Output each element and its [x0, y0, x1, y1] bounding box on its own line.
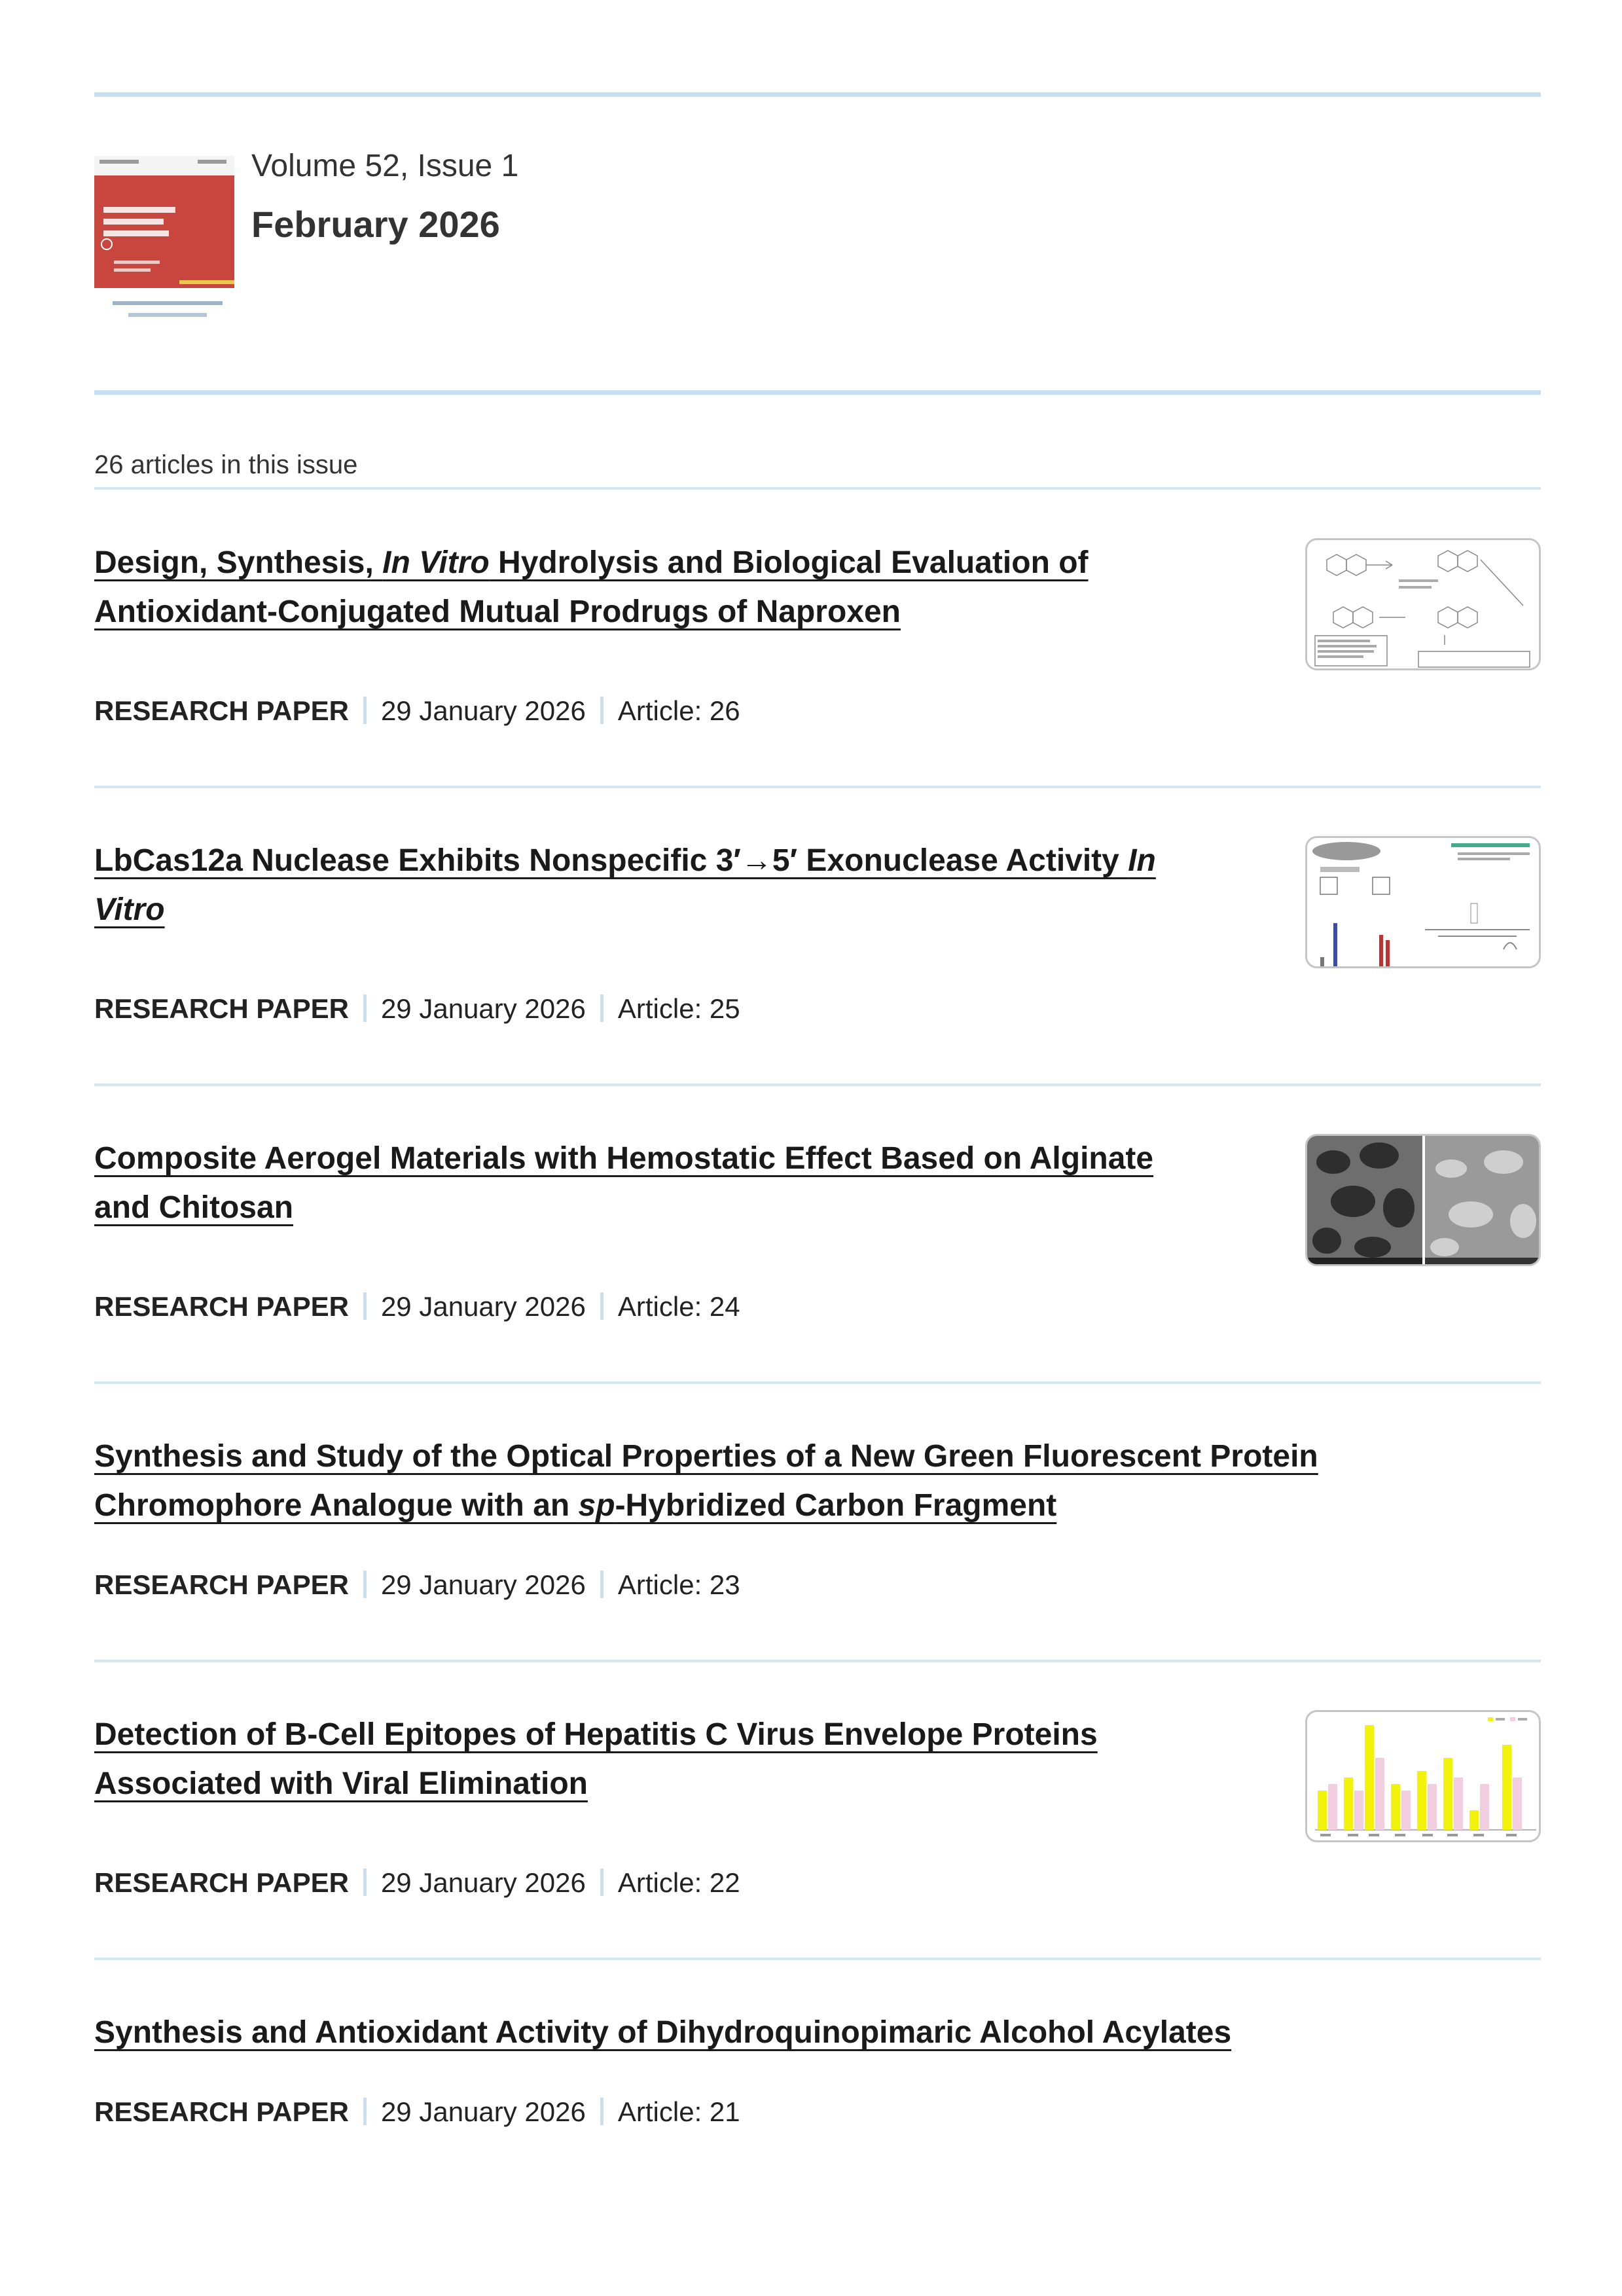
meta-separator [363, 2098, 367, 2125]
article-date: 29 January 2026 [380, 1569, 586, 1600]
article-meta [94, 695, 740, 727]
article-date: 29 January 2026 [380, 1291, 586, 1322]
divider [94, 1660, 1541, 1662]
article-date: 29 January 2026 [380, 1867, 586, 1898]
article-number: Article: 24 [617, 1291, 740, 1322]
article-title-link[interactable]: Detection of B-Cell Epitopes of Hepatitis C Virus Envelope Proteins Associated with Viral Elimination [94, 1717, 1098, 1801]
article-type: RESEARCH PAPER [94, 695, 349, 726]
article-meta [94, 1867, 740, 1899]
article-title-link[interactable]: Design, Synthesis, In Vitro Hydrolysis and Biological Evaluation of Antioxidant-Conjugated Mutual Prodrugs of Naproxen [94, 545, 1089, 629]
publisher-logo [113, 301, 223, 305]
article-date: 29 January 2026 [380, 2096, 586, 2127]
article-thumbnail[interactable] [1305, 1710, 1541, 1842]
article-title-text: Synthesis and Antioxidant Activity of Dihydroquinopimaric Alcohol Acylates [94, 2015, 1232, 2050]
divider [94, 1958, 1541, 1960]
meta-separator [600, 994, 604, 1022]
article-thumbnail[interactable] [1305, 836, 1541, 968]
meta-separator [600, 1571, 604, 1598]
issue-volume: Volume 52, Issue 1 [251, 149, 519, 183]
article-number: Article: 22 [617, 1867, 740, 1898]
article-type: RESEARCH PAPER [94, 1291, 349, 1322]
article-title-link[interactable] [94, 2008, 1541, 2057]
meta-separator [600, 697, 604, 724]
article-number: Article: 21 [617, 2096, 740, 2127]
article-number: Article: 25 [617, 993, 740, 1024]
journal-cover-image[interactable] [94, 156, 234, 333]
article-type: RESEARCH PAPER [94, 993, 349, 1024]
article-title-link[interactable]: Synthesis and Study of the Optical Properties of a New Green Fluorescent Protein Chromophore Analogue with an sp-Hybridized Carbon Fragment [94, 1439, 1318, 1523]
divider [94, 1084, 1541, 1086]
issue-date: February 2026 [251, 204, 500, 245]
meta-separator [363, 1868, 367, 1896]
divider [94, 786, 1541, 788]
meta-separator [600, 1868, 604, 1896]
article-type: RESEARCH PAPER [94, 1867, 349, 1898]
articles-count: 26 articles in this issue [94, 450, 358, 479]
article-date: 29 January 2026 [380, 695, 586, 726]
article-meta [94, 993, 740, 1025]
article-type: RESEARCH PAPER [94, 1569, 349, 1600]
article-title-link[interactable]: Composite Aerogel Materials with Hemostatic Effect Based on Alginate and Chitosan [94, 1141, 1154, 1225]
article-number: Article: 23 [617, 1569, 740, 1600]
meta-separator [363, 697, 367, 724]
divider [94, 487, 1541, 490]
article-meta [94, 1569, 740, 1601]
article-thumbnail[interactable] [1305, 538, 1541, 670]
meta-separator [363, 1292, 367, 1320]
header-divider-bottom [94, 390, 1541, 395]
meta-separator [363, 1571, 367, 1598]
article-date: 29 January 2026 [380, 993, 586, 1024]
meta-separator [363, 994, 367, 1022]
header-divider-top [94, 92, 1541, 97]
article-type: RESEARCH PAPER [94, 2096, 349, 2127]
article-meta [94, 1291, 740, 1322]
meta-separator [600, 1292, 604, 1320]
article-thumbnail[interactable] [1305, 1134, 1541, 1266]
article-title-link[interactable]: LbCas12a Nuclease Exhibits Nonspecific 3′→5′ Exonuclease Activity In Vitro [94, 843, 1156, 927]
article-number: Article: 26 [617, 695, 740, 726]
article-meta [94, 2096, 740, 2128]
meta-separator [600, 2098, 604, 2125]
divider [94, 1381, 1541, 1384]
